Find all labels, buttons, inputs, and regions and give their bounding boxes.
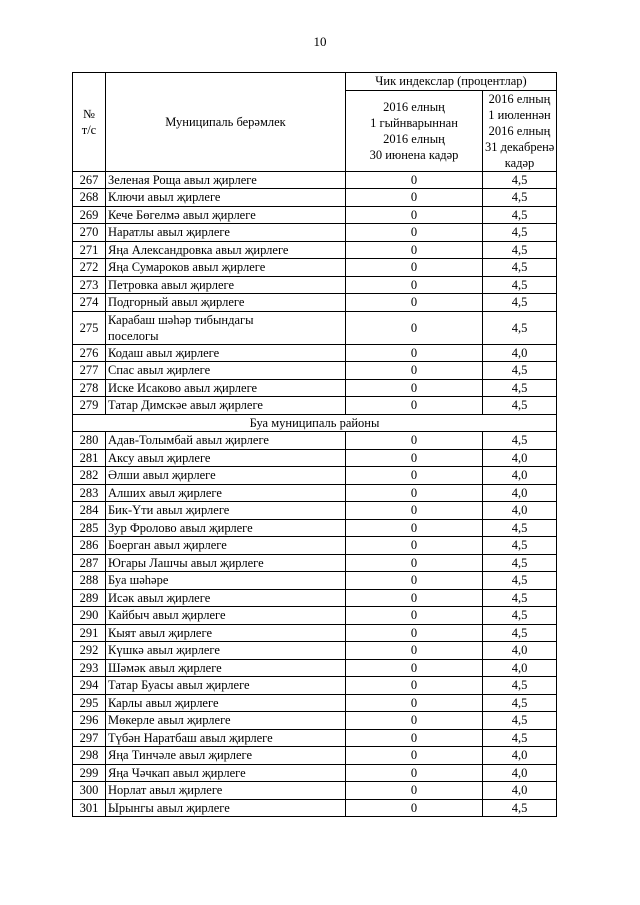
row-number: 290 bbox=[73, 607, 106, 625]
row-municipality: Түбән Наратбаш авыл җирлеге bbox=[106, 729, 346, 747]
period2-line: 2016 елның bbox=[488, 123, 551, 138]
table-row bbox=[73, 189, 557, 207]
row-municipality: Әлши авыл җирлеге bbox=[106, 467, 346, 485]
table-row bbox=[73, 624, 557, 642]
row-municipality: Иске Исаково авыл җирлеге bbox=[106, 379, 346, 397]
table-body-b bbox=[73, 344, 557, 414]
table-row bbox=[73, 502, 557, 520]
row-municipality: Карлы авыл җирлеге bbox=[106, 694, 346, 712]
row-index-first-half: 0 bbox=[346, 659, 483, 677]
row-municipality bbox=[106, 311, 346, 344]
row-municipality: Татар Буасы авыл җирлеге bbox=[106, 677, 346, 695]
table-row bbox=[73, 537, 557, 555]
row-number: 296 bbox=[73, 712, 106, 730]
row-number: 294 bbox=[73, 677, 106, 695]
table-row bbox=[73, 572, 557, 590]
row-index-second-half: 4,5 bbox=[483, 171, 557, 189]
row-index-first-half: 0 bbox=[346, 311, 483, 344]
row-municipality: Зеленая Роща авыл җирлеге bbox=[106, 171, 346, 189]
row-index-second-half: 4,5 bbox=[483, 241, 557, 259]
row-index-second-half: 4,5 bbox=[483, 572, 557, 590]
row-municipality: Наратлы авыл җирлеге bbox=[106, 224, 346, 242]
row-number: 277 bbox=[73, 362, 106, 380]
table-row bbox=[73, 747, 557, 765]
period2-line: 1 июленнән bbox=[488, 107, 551, 122]
row-municipality: Адав-Толымбай авыл җирлеге bbox=[106, 432, 346, 450]
row-index-second-half: 4,5 bbox=[483, 311, 557, 344]
row-municipality: Югары Лашчы авыл җирлеге bbox=[106, 554, 346, 572]
header-period-second-half bbox=[483, 90, 557, 171]
row-number: 299 bbox=[73, 764, 106, 782]
table-row bbox=[73, 362, 557, 380]
period1-line: 30 июнена кадәр bbox=[369, 147, 459, 162]
period2-line: кадәр bbox=[504, 155, 535, 170]
table-body-275 bbox=[73, 311, 557, 344]
table-row bbox=[73, 712, 557, 730]
row-municipality: Яңа Чәчкап авыл җирлеге bbox=[106, 764, 346, 782]
row-municipality: Алших авыл җирлеге bbox=[106, 484, 346, 502]
row-number: 286 bbox=[73, 537, 106, 555]
row-index-second-half: 4,5 bbox=[483, 589, 557, 607]
row-index-first-half: 0 bbox=[346, 484, 483, 502]
table-row bbox=[73, 276, 557, 294]
row-index-first-half: 0 bbox=[346, 432, 483, 450]
row-index-second-half: 4,0 bbox=[483, 484, 557, 502]
row-number: 301 bbox=[73, 799, 106, 817]
row-municipality: Яңа Сумароков авыл җирлеге bbox=[106, 259, 346, 277]
row-index-second-half: 4,5 bbox=[483, 694, 557, 712]
row-index-first-half: 0 bbox=[346, 467, 483, 485]
table-body-c bbox=[73, 432, 557, 817]
row-index-second-half: 4,5 bbox=[483, 379, 557, 397]
period2-line: 2016 елның bbox=[488, 91, 551, 106]
row-index-second-half: 4,5 bbox=[483, 712, 557, 730]
table-section bbox=[73, 414, 557, 432]
row-municipality-line: Карабаш шәһәр тибындагы bbox=[108, 312, 254, 327]
row-index-first-half: 0 bbox=[346, 259, 483, 277]
row-municipality: Буа шәһәре bbox=[106, 572, 346, 590]
row-municipality: Мөкерле авыл җирлеге bbox=[106, 712, 346, 730]
row-municipality: Кыят авыл җирлеге bbox=[106, 624, 346, 642]
table-row bbox=[73, 519, 557, 537]
row-index-second-half: 4,5 bbox=[483, 799, 557, 817]
row-index-first-half: 0 bbox=[346, 241, 483, 259]
row-municipality: Шәмәк авыл җирлеге bbox=[106, 659, 346, 677]
row-index-first-half: 0 bbox=[346, 362, 483, 380]
row-index-first-half: 0 bbox=[346, 799, 483, 817]
row-number: 292 bbox=[73, 642, 106, 660]
row-number: 281 bbox=[73, 449, 106, 467]
row-index-first-half: 0 bbox=[346, 449, 483, 467]
table-row bbox=[73, 554, 557, 572]
row-index-first-half: 0 bbox=[346, 502, 483, 520]
row-municipality: Татар Димскәе авыл җирлеге bbox=[106, 397, 346, 415]
header-number bbox=[73, 73, 106, 172]
row-index-second-half: 4,5 bbox=[483, 362, 557, 380]
row-number: 272 bbox=[73, 259, 106, 277]
table-row bbox=[73, 294, 557, 312]
row-index-first-half: 0 bbox=[346, 344, 483, 362]
table-row bbox=[73, 467, 557, 485]
table-row bbox=[73, 379, 557, 397]
row-index-second-half: 4,5 bbox=[483, 554, 557, 572]
period1-line: 1 гыйнварыннан bbox=[370, 115, 458, 130]
table-row bbox=[73, 659, 557, 677]
index-table bbox=[72, 72, 557, 817]
row-number: 269 bbox=[73, 206, 106, 224]
row-number: 293 bbox=[73, 659, 106, 677]
row-number: 284 bbox=[73, 502, 106, 520]
row-municipality: Ырынгы авыл җирлеге bbox=[106, 799, 346, 817]
row-municipality: Подгорный авыл җирлеге bbox=[106, 294, 346, 312]
row-index-first-half: 0 bbox=[346, 224, 483, 242]
row-index-first-half: 0 bbox=[346, 519, 483, 537]
row-number: 282 bbox=[73, 467, 106, 485]
row-municipality: Бик-Үти авыл җирлеге bbox=[106, 502, 346, 520]
row-number: 268 bbox=[73, 189, 106, 207]
row-index-first-half: 0 bbox=[346, 677, 483, 695]
row-index-second-half: 4,0 bbox=[483, 764, 557, 782]
table-row bbox=[73, 764, 557, 782]
row-index-second-half: 4,5 bbox=[483, 607, 557, 625]
row-index-second-half: 4,5 bbox=[483, 189, 557, 207]
table-row bbox=[73, 171, 557, 189]
table-row bbox=[73, 694, 557, 712]
table-row bbox=[73, 206, 557, 224]
table-row bbox=[73, 241, 557, 259]
row-index-second-half: 4,0 bbox=[483, 747, 557, 765]
table-body-a bbox=[73, 171, 557, 311]
row-number: 291 bbox=[73, 624, 106, 642]
row-municipality: Зур Фролово авыл җирлеге bbox=[106, 519, 346, 537]
row-number: 270 bbox=[73, 224, 106, 242]
row-index-first-half: 0 bbox=[346, 624, 483, 642]
row-number: 271 bbox=[73, 241, 106, 259]
header-municipality: Муниципаль берәмлек bbox=[106, 73, 346, 172]
table-row bbox=[73, 344, 557, 362]
section-title: Буа муниципаль районы bbox=[73, 414, 557, 432]
row-index-first-half: 0 bbox=[346, 712, 483, 730]
row-index-second-half: 4,5 bbox=[483, 432, 557, 450]
row-number: 274 bbox=[73, 294, 106, 312]
row-index-first-half: 0 bbox=[346, 694, 483, 712]
row-number: 289 bbox=[73, 589, 106, 607]
row-municipality-line: поселогы bbox=[108, 328, 159, 343]
row-number: 280 bbox=[73, 432, 106, 450]
row-number: 295 bbox=[73, 694, 106, 712]
table-row bbox=[73, 677, 557, 695]
table-row bbox=[73, 449, 557, 467]
row-municipality: Кайбыч авыл җирлеге bbox=[106, 607, 346, 625]
row-index-first-half: 0 bbox=[346, 764, 483, 782]
row-municipality: Кодаш авыл җирлеге bbox=[106, 344, 346, 362]
row-index-first-half: 0 bbox=[346, 607, 483, 625]
row-index-second-half: 4,5 bbox=[483, 519, 557, 537]
row-index-second-half: 4,5 bbox=[483, 294, 557, 312]
table-row bbox=[73, 589, 557, 607]
header-period-first-half bbox=[346, 90, 483, 171]
row-index-first-half: 0 bbox=[346, 572, 483, 590]
row-index-second-half: 4,5 bbox=[483, 729, 557, 747]
row-index-second-half: 4,0 bbox=[483, 782, 557, 800]
row-municipality: Спас авыл җирлеге bbox=[106, 362, 346, 380]
row-municipality: Исәк авыл җирлеге bbox=[106, 589, 346, 607]
row-index-second-half: 4,0 bbox=[483, 344, 557, 362]
table-row bbox=[73, 642, 557, 660]
row-index-first-half: 0 bbox=[346, 747, 483, 765]
table-header bbox=[73, 73, 557, 172]
row-number: 267 bbox=[73, 171, 106, 189]
row-municipality: Боерган авыл җирлеге bbox=[106, 537, 346, 555]
row-index-second-half: 4,0 bbox=[483, 467, 557, 485]
table-row bbox=[73, 782, 557, 800]
section-row bbox=[73, 414, 557, 432]
row-municipality: Ключи авыл җирлеге bbox=[106, 189, 346, 207]
row-index-second-half: 4,5 bbox=[483, 276, 557, 294]
header-number-abbrev: т/с bbox=[81, 122, 97, 137]
row-index-first-half: 0 bbox=[346, 554, 483, 572]
period1-line: 2016 елның bbox=[383, 99, 445, 114]
row-number: 278 bbox=[73, 379, 106, 397]
row-index-second-half: 4,5 bbox=[483, 224, 557, 242]
row-index-first-half: 0 bbox=[346, 397, 483, 415]
row-number: 275 bbox=[73, 311, 106, 344]
row-municipality: Аксу авыл җирлеге bbox=[106, 449, 346, 467]
table-row bbox=[73, 224, 557, 242]
row-index-first-half: 0 bbox=[346, 189, 483, 207]
row-number: 273 bbox=[73, 276, 106, 294]
row-number: 276 bbox=[73, 344, 106, 362]
row-number: 297 bbox=[73, 729, 106, 747]
table-row bbox=[73, 311, 557, 344]
row-index-second-half: 4,0 bbox=[483, 502, 557, 520]
row-index-second-half: 4,5 bbox=[483, 624, 557, 642]
row-index-first-half: 0 bbox=[346, 294, 483, 312]
row-index-first-half: 0 bbox=[346, 206, 483, 224]
row-index-second-half: 4,0 bbox=[483, 659, 557, 677]
row-number: 283 bbox=[73, 484, 106, 502]
row-index-second-half: 4,5 bbox=[483, 537, 557, 555]
row-number: 287 bbox=[73, 554, 106, 572]
row-index-first-half: 0 bbox=[346, 642, 483, 660]
page-number: 10 bbox=[313, 34, 327, 49]
row-municipality: Петровка авыл җирлеге bbox=[106, 276, 346, 294]
row-index-first-half: 0 bbox=[346, 276, 483, 294]
row-number: 279 bbox=[73, 397, 106, 415]
row-index-first-half: 0 bbox=[346, 537, 483, 555]
row-municipality: Кече Бөгелмә авыл җирлеге bbox=[106, 206, 346, 224]
row-municipality: Күшкә авыл җирлеге bbox=[106, 642, 346, 660]
row-number: 298 bbox=[73, 747, 106, 765]
period2-line: 31 декабренә bbox=[485, 139, 555, 154]
row-number: 288 bbox=[73, 572, 106, 590]
row-municipality: Норлат авыл җирлеге bbox=[106, 782, 346, 800]
row-municipality: Яңа Александровка авыл җирлеге bbox=[106, 241, 346, 259]
row-index-first-half: 0 bbox=[346, 379, 483, 397]
row-index-first-half: 0 bbox=[346, 782, 483, 800]
row-municipality: Яңа Тинчәле авыл җирлеге bbox=[106, 747, 346, 765]
table-row bbox=[73, 432, 557, 450]
row-index-second-half: 4,5 bbox=[483, 259, 557, 277]
table-row bbox=[73, 484, 557, 502]
period1-line: 2016 елның bbox=[383, 131, 445, 146]
row-index-first-half: 0 bbox=[346, 589, 483, 607]
table-row bbox=[73, 607, 557, 625]
row-index-second-half: 4,5 bbox=[483, 397, 557, 415]
row-index-second-half: 4,5 bbox=[483, 677, 557, 695]
table-row bbox=[73, 397, 557, 415]
row-index-second-half: 4,5 bbox=[483, 206, 557, 224]
table-row bbox=[73, 799, 557, 817]
header-index-group: Чик индекслар (процентлар) bbox=[346, 73, 557, 91]
row-index-first-half: 0 bbox=[346, 171, 483, 189]
row-index-first-half: 0 bbox=[346, 729, 483, 747]
table-row bbox=[73, 729, 557, 747]
row-number: 300 bbox=[73, 782, 106, 800]
row-number: 285 bbox=[73, 519, 106, 537]
table-row bbox=[73, 259, 557, 277]
row-index-second-half: 4,0 bbox=[483, 449, 557, 467]
header-number-symbol: № bbox=[83, 106, 95, 121]
row-index-second-half: 4,0 bbox=[483, 642, 557, 660]
